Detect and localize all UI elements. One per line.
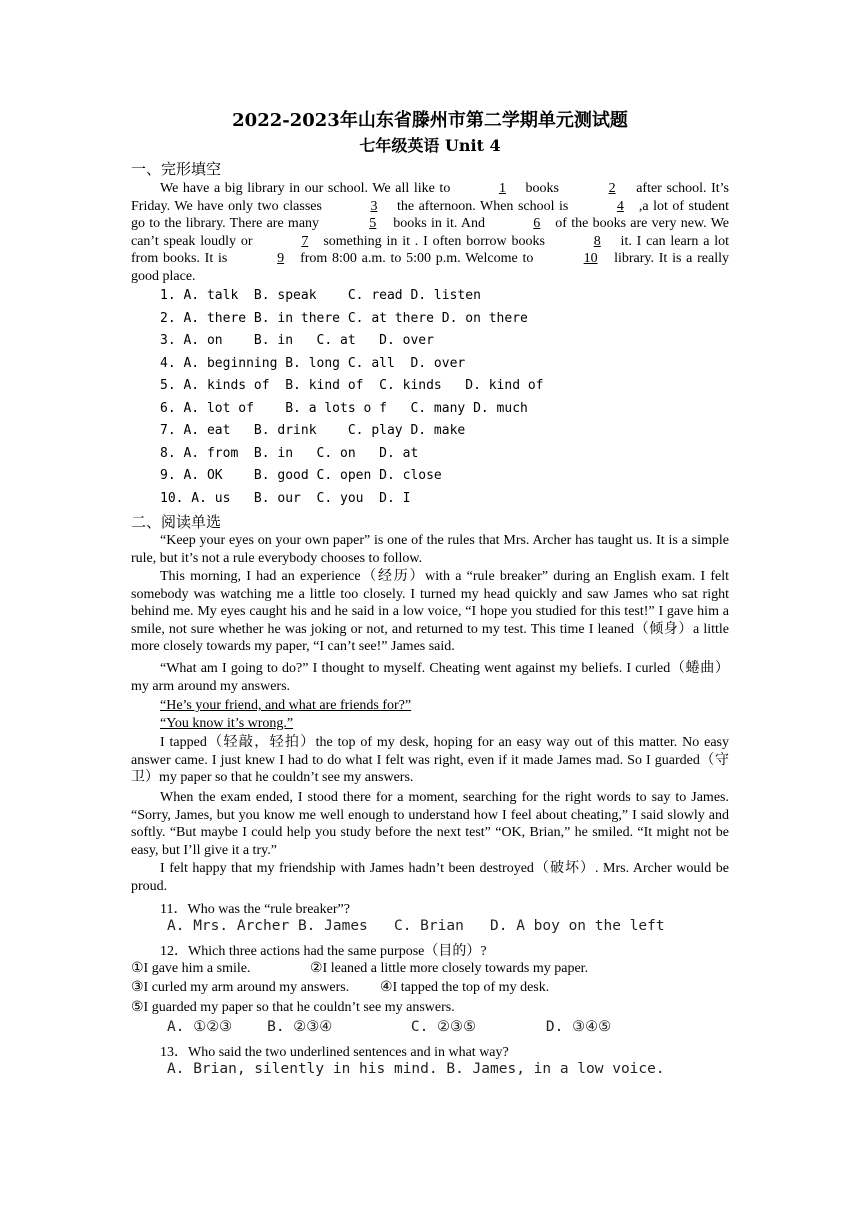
page-title: 2022-2023年山东省滕州市第二学期单元测试题 xyxy=(232,110,628,131)
blank-4: 4 xyxy=(616,198,624,214)
cloze-option-row: 9. A. OK B. good C. open D. close xyxy=(160,468,442,483)
cloze-option-row: 2. A. there B. in there C. at there D. on there xyxy=(160,311,528,326)
passage-text: from 8:00 a.m. to 5:00 p.m. Welcome to xyxy=(300,251,539,267)
reading-paragraph: “What am I going to do?” I thought to myself. Cheating went against my beliefs. I curled（蜷曲）my arm around my answers. xyxy=(131,661,729,694)
question-13: 13．Who said the two underlined sentences and in what way? xyxy=(160,1045,509,1060)
cloze-option-row: 7. A. eat B. drink C. play D. make xyxy=(160,423,466,438)
question-12-statement: ③I curled my arm around my answers. xyxy=(131,980,350,995)
question-11-choices: A. Mrs. Archer B. James C. Brian D. A boy on the left xyxy=(167,918,665,934)
passage-text: the afternoon. When school is xyxy=(392,198,573,214)
underlined-sentence: “You know it’s wrong.” xyxy=(160,716,294,731)
passage-text: it. I can learn a lot from books. It is xyxy=(131,233,730,267)
blank-1: 1 xyxy=(498,181,506,196)
cloze-option-row: 10. A. us B. our C. you D. I xyxy=(160,491,411,506)
blank-2: 2 xyxy=(608,181,616,196)
cloze-option-row: 3. A. on B. in C. at D. over xyxy=(160,333,434,348)
reading-paragraph: I tapped（轻敲，轻拍）the top of my desk, hoping for an easy way out of this matter. No easy answer came. I just knew I had to do what I felt was right, even if it made James mad. So I guarded（守卫）my paper so that he couldn’t see my answers. xyxy=(131,735,729,786)
page-subtitle: 七年级英语 Unit 4 xyxy=(359,136,501,155)
question-11: 11．Who was the “rule breaker”? xyxy=(160,902,350,917)
passage-text: library. It is a really good place. xyxy=(131,251,729,284)
blank-5: 5 xyxy=(369,216,377,232)
question-12-statement: ⑤I guarded my paper so that he couldn’t see my answers. xyxy=(131,1000,455,1015)
passage-text: books xyxy=(520,181,564,196)
blank-8: 8 xyxy=(593,233,601,249)
cloze-option-row: 6. A. lot of B. a lots o f C. many D. much xyxy=(160,401,528,416)
passage-text: something in it . I often borrow books xyxy=(323,233,550,249)
question-13-choices: A. Brian, silently in his mind. B. James, in a low voice. xyxy=(167,1061,665,1077)
cloze-option-row: 5. A. kinds of B. kind of C. kinds D. kind of xyxy=(160,378,544,393)
passage-text: ,a lot of student go to the library. There are many xyxy=(131,198,729,232)
question-12: 12．Which three actions had the same purpose（目的）? xyxy=(160,944,487,959)
cloze-passage xyxy=(131,180,729,286)
section-heading-reading: 二、阅读单选 xyxy=(131,513,222,531)
question-12-statement: ④I tapped the top of my desk. xyxy=(380,980,550,995)
question-12-statement: ①I gave him a smile. xyxy=(131,961,251,976)
cloze-option-row: 8. A. from B. in C. on D. at xyxy=(160,446,419,461)
reading-paragraph: This morning, I had an experience（经历）with a “rule breaker” during an English exam. I felt somebody was watching me a little too closely. I turned my head quickly and saw James who sat right behind me. My eyes caught his and he said in a low voice, “I hope you studied for this test!” I gave him a smile, not sure whether he was joking or not, and returned to my test. This time I leaned（倾身）a little more closely towards my paper, “I can’t see!” James said. xyxy=(131,569,729,655)
blank-10: 10 xyxy=(583,251,598,267)
cloze-option-row: 4. A. beginning B. long C. all D. over xyxy=(160,356,466,371)
passage-text: We have a big library in our school. We all like to xyxy=(160,181,455,196)
cloze-option-row: 1. A. talk B. speak C. read D. listen xyxy=(160,288,481,303)
question-12-choices: A. ①②③ B. ②③④ C. ②③⑤ D. ③④⑤ xyxy=(167,1019,612,1035)
reading-paragraph: When the exam ended, I stood there for a moment, searching for the right words to say to James. “Sorry, James, but you know me well enough to understand how I feel about cheating,” I said slowly and softly. “But maybe I could help you study before the next test” “OK, Brian,” he smiled. “It might not be easy, but I’ll give it a try.” xyxy=(131,790,729,858)
passage-text: after school. It’s Friday. We have only two classes xyxy=(131,181,729,214)
question-12-statement: ②I leaned a little more closely towards my paper. xyxy=(310,961,589,976)
reading-paragraph: I felt happy that my friendship with James hadn’t been destroyed（破坏）. Mrs. Archer would be proud. xyxy=(131,861,729,894)
reading-paragraph: “Keep your eyes on your own paper” is one of the rules that Mrs. Archer has taught us. It is a simple rule, but it’s not a rule everybody chooses to follow. xyxy=(131,533,729,566)
blank-7: 7 xyxy=(301,233,309,249)
underlined-sentence: “He’s your friend, and what are friends for?” xyxy=(160,698,412,713)
blank-9: 9 xyxy=(277,251,285,267)
blank-3: 3 xyxy=(370,198,378,214)
section-heading-cloze: 一、完形填空 xyxy=(131,160,222,178)
passage-text: of the books are very new. We can’t speak loudly or xyxy=(131,216,729,249)
passage-text: books in it. And xyxy=(393,216,490,232)
blank-6: 6 xyxy=(533,216,541,232)
